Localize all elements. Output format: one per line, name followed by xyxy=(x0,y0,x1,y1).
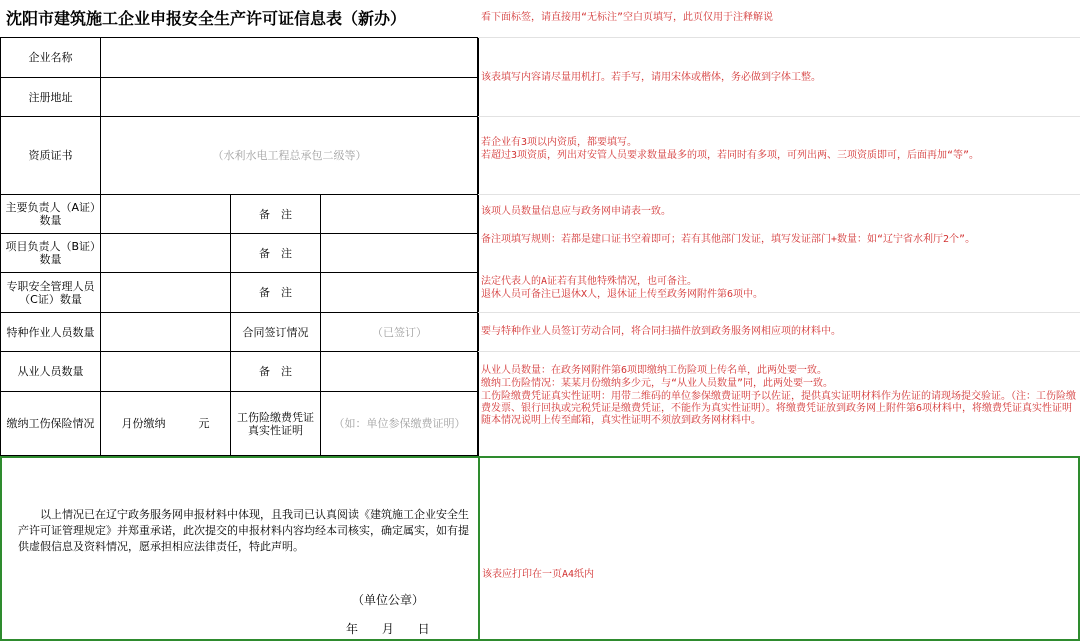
employees-label: 从业人员数量 xyxy=(1,352,101,392)
b-cert-remark-field[interactable] xyxy=(321,234,479,273)
employees-remark-label: 备 注 xyxy=(231,352,321,392)
note-contract: 要与特种作业人员签订劳动合同，将合同扫描件放到政务服务网相应项的材料中。 xyxy=(481,326,841,337)
address-label: 注册地址 xyxy=(1,78,101,117)
c-cert-label: 专职安全管理人员（C证）数量 xyxy=(1,273,101,313)
insurance-proof-label: 工伤险缴费凭证真实性证明 xyxy=(231,392,321,456)
declaration-text: 以上情况已在辽宁政务服务网申报材料中体现，且我司已认真阅读《建筑施工企业安全生产许可证管理规定》并郑重承诺，此次提交的申报材料内容均经本司核实，确定属实，如有提供虚假信息及资料情况，愿承担相应法律责任，特此声明。 xyxy=(18,508,469,553)
row-company-name xyxy=(1,38,479,78)
insurance-amount-field[interactable] xyxy=(101,392,231,456)
row-insurance xyxy=(1,392,479,456)
note-qualification-2: 若超过3项资质，列出对安管人员要求数量最多的项，若同时有多项，可列出两、三项资质即可，后面再加“等”。 xyxy=(481,150,980,161)
a-cert-remark-field[interactable] xyxy=(321,195,479,234)
company-seal-label: （单位公章） xyxy=(352,593,425,607)
yuan-label: 元 xyxy=(198,417,210,430)
date-label: 年 月 日 xyxy=(346,622,430,636)
info-form-table xyxy=(0,37,479,456)
c-cert-field[interactable] xyxy=(101,273,231,313)
contract-label: 合同签订情况 xyxy=(231,313,321,352)
employees-field[interactable] xyxy=(101,352,231,392)
note-legal-rep: 法定代表人的A证若有其他特殊情况，也可备注。 xyxy=(481,276,698,287)
row-c-cert xyxy=(1,273,479,313)
row-address xyxy=(1,78,479,117)
note-insurance-proof: 工伤险缴费凭证真实性证明：用带二维码的单位参保缴费证明予以佐证，提供真实证明材料作为佐证的请现场提交验证。（注：工伤险缴费发票、银行回执或完税凭证是缴费凭证，不能作为真实性证明）。将缴费凭证放到政务网上附件第6项材料中，将缴费凭证真实性证明随本情况说明上传至邮箱，真实性证明不须放到政务网材料中。 xyxy=(481,391,1076,426)
a-cert-remark-label: 备 注 xyxy=(231,195,321,234)
c-cert-remark-label: 备 注 xyxy=(231,273,321,313)
qualification-label: 资质证书 xyxy=(1,117,101,195)
b-cert-label: 项目负责人（B证）数量 xyxy=(1,234,101,273)
note-typing: 该表填写内容请尽量用机打。若手写，请用宋体或楷体，务必做到字体工整。 xyxy=(481,72,821,83)
row-qualification xyxy=(1,117,479,195)
annotation-panel xyxy=(478,0,1080,456)
address-field[interactable] xyxy=(101,78,479,117)
special-workers-label: 特种作业人员数量 xyxy=(1,313,101,352)
a-cert-field[interactable] xyxy=(101,195,231,234)
row-special-workers xyxy=(1,313,479,352)
monthly-pay-label: 月份缴纳 xyxy=(121,417,166,430)
page-title: 沈阳市建筑施工企业申报安全生产许可证信息表（新办） xyxy=(6,9,407,28)
contract-field[interactable]: （已签订） xyxy=(321,313,479,352)
note-remark-rules: 备注项填写规则：若都是建口证书空着即可；若有其他部门发证，填写发证部门+数量：如“辽宁省水利厅2个”。 xyxy=(481,234,976,245)
row-a-cert xyxy=(1,195,479,234)
company-name-field[interactable] xyxy=(101,38,479,78)
note-a4: 该表应打印在一页A4纸内 xyxy=(482,569,595,580)
insurance-label: 缴纳工伤保险情况 xyxy=(1,392,101,456)
note-personnel-count: 该项人员数量信息应与政务网申请表一致。 xyxy=(481,206,671,217)
row-employees xyxy=(1,352,479,392)
a-cert-label: 主要负责人（A证）数量 xyxy=(1,195,101,234)
declaration-box xyxy=(0,456,478,641)
b-cert-remark-label: 备 注 xyxy=(231,234,321,273)
print-note-box xyxy=(478,456,1080,641)
special-workers-field[interactable] xyxy=(101,313,231,352)
c-cert-remark-field[interactable] xyxy=(321,273,479,313)
note-insurance: 缴纳工伤险情况：某某月份缴纳多少元，与“从业人员数量”同，此两处要一致。 xyxy=(481,378,834,389)
note-qualification-1: 若企业有3项以内资质，都要填写。 xyxy=(481,137,638,148)
employees-remark-field[interactable] xyxy=(321,352,479,392)
qualification-field[interactable]: （水利水电工程总承包二级等） xyxy=(101,117,479,195)
note-retired: 退休人员可备注已退休X人，退休证上传至政务网附件第6项中。 xyxy=(481,289,764,300)
note-instruction: 看下面标签，请直接用“无标注”空白页填写，此页仅用于注释解说 xyxy=(481,12,774,23)
row-b-cert xyxy=(1,234,479,273)
company-name-label: 企业名称 xyxy=(1,38,101,78)
note-employees: 从业人员数量：在政务网附件第6项即缴纳工伤险项上传名单，此两处要一致。 xyxy=(481,365,828,376)
b-cert-field[interactable] xyxy=(101,234,231,273)
insurance-proof-field[interactable]: （如：单位参保缴费证明） xyxy=(321,392,479,456)
